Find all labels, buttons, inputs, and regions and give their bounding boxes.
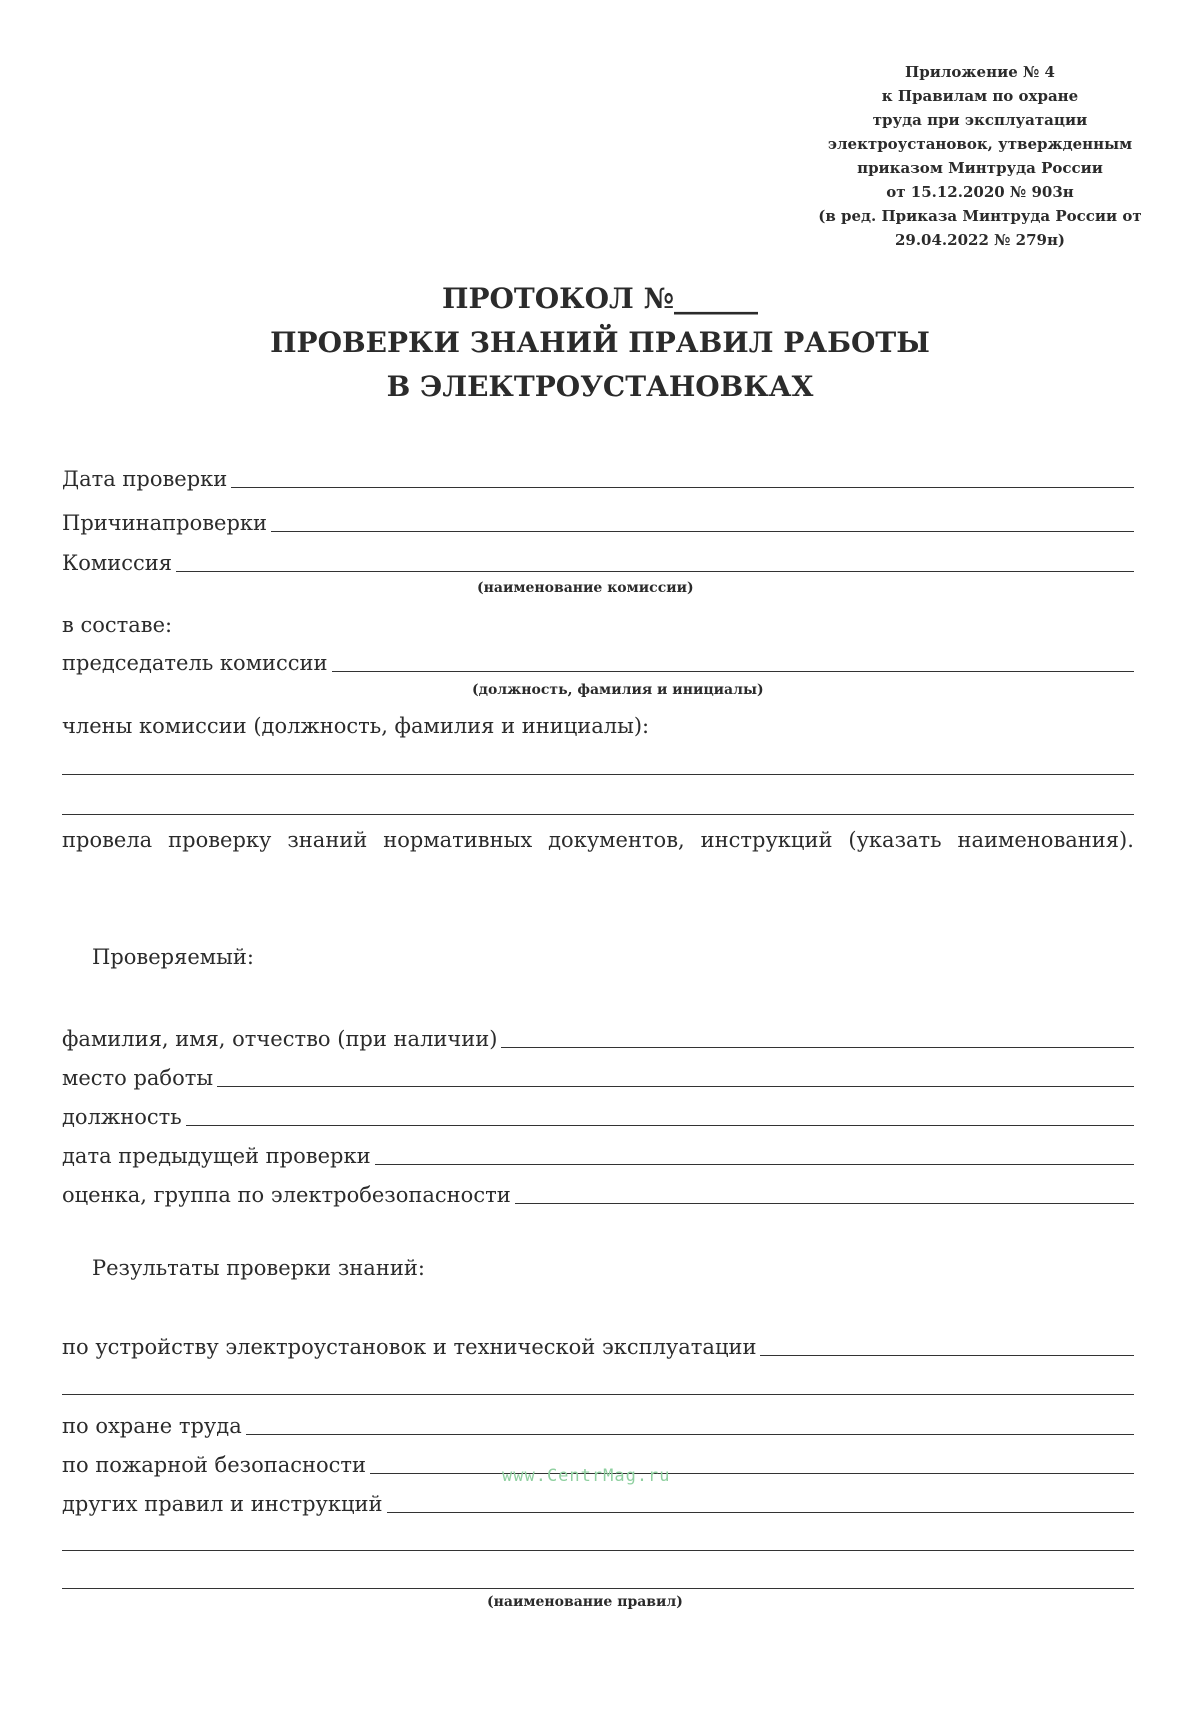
members-line-1[interactable]: [62, 774, 1134, 775]
commission-hint: (наименование комиссии): [477, 580, 694, 596]
appendix-line: (в ред. Приказа Минтруда России от: [818, 207, 1142, 225]
prev-date-field-row[interactable]: [62, 1139, 1134, 1169]
examinee-heading: Проверяемый:: [92, 945, 254, 969]
appendix-note: [780, 60, 1180, 252]
appendix-line: к Правилам по охране: [881, 87, 1079, 105]
workplace-field-row[interactable]: [62, 1061, 1134, 1091]
conducted-text: [62, 828, 1134, 852]
rules-hint: (наименование правил): [487, 1594, 683, 1610]
conducted-word: наименования).: [957, 828, 1134, 852]
appendix-line: электроустановок, утвержденным: [827, 135, 1133, 153]
labor-field-label: по охране труда: [62, 1414, 242, 1438]
title-line-1: ПРОТОКОЛ №______: [442, 282, 758, 315]
chairman-field-line[interactable]: [332, 671, 1134, 672]
protocol-title: [0, 277, 1200, 409]
watermark: www.CentrMag.ru: [502, 1466, 671, 1486]
position-field-label: должность: [62, 1105, 182, 1129]
chairman-field-label: председатель комиссии: [62, 651, 328, 675]
appendix-line: труда при эксплуатации: [872, 111, 1088, 129]
commission-field-line[interactable]: [176, 571, 1134, 572]
grade-field-label: оценка, группа по электробезопасности: [62, 1183, 511, 1207]
device-extra-line[interactable]: [62, 1394, 1134, 1395]
chairman-hint: (должность, фамилия и инициалы): [472, 682, 764, 698]
workplace-field-line[interactable]: [217, 1086, 1134, 1087]
appendix-line: от 15.12.2020 № 903н: [886, 183, 1074, 201]
labor-field-line[interactable]: [246, 1434, 1134, 1435]
device-field-line[interactable]: [760, 1355, 1134, 1356]
device-field-row[interactable]: [62, 1330, 1134, 1360]
conducted-word: проверку: [168, 828, 272, 852]
other-field-line[interactable]: [387, 1512, 1134, 1513]
members-label: члены комиссии (должность, фамилия и инициалы):: [62, 714, 650, 738]
conducted-word: документов,: [548, 828, 685, 852]
appendix-line: приказом Минтруда России: [857, 159, 1103, 177]
labor-field-row[interactable]: [62, 1409, 1134, 1439]
fire-field-line[interactable]: [370, 1473, 1134, 1474]
appendix-line: 29.04.2022 № 279н): [894, 231, 1066, 249]
composition-label: в составе:: [62, 613, 173, 637]
position-field-row[interactable]: [62, 1100, 1134, 1130]
conducted-word: знаний: [287, 828, 368, 852]
appendix-line: Приложение № 4: [905, 63, 1055, 81]
grade-field-row[interactable]: [62, 1178, 1134, 1208]
other-extra-line-1[interactable]: [62, 1550, 1134, 1551]
grade-field-line[interactable]: [515, 1203, 1134, 1204]
chairman-field-row[interactable]: [62, 646, 1134, 676]
commission-field-row[interactable]: [62, 546, 1134, 576]
title-line-3: В ЭЛЕКТРОУСТАНОВКАХ: [386, 370, 814, 403]
date-field-line[interactable]: [231, 487, 1134, 488]
other-field-label: других правил и инструкций: [62, 1492, 383, 1516]
fire-field-label: по пожарной безопасности: [62, 1453, 367, 1477]
conducted-word: (указать: [848, 828, 942, 852]
other-field-row[interactable]: [62, 1487, 1134, 1517]
title-line-2: ПРОВЕРКИ ЗНАНИЙ ПРАВИЛ РАБОТЫ: [270, 326, 930, 359]
other-extra-line-2[interactable]: [62, 1588, 1134, 1589]
full-name-field-row[interactable]: [62, 1022, 1134, 1052]
full-name-field-label: фамилия, имя, отчество (при наличии): [62, 1027, 498, 1051]
position-field-line[interactable]: [186, 1125, 1134, 1126]
prev-date-field-label: дата предыдущей проверки: [62, 1144, 371, 1168]
results-heading: Результаты проверки знаний:: [92, 1256, 425, 1280]
conducted-word: инструкций: [700, 828, 833, 852]
date-field-label: Дата проверки: [62, 467, 228, 491]
reason-field-line[interactable]: [271, 531, 1134, 532]
full-name-field-line[interactable]: [501, 1047, 1134, 1048]
commission-field-label: Комиссия: [62, 551, 172, 575]
workplace-field-label: место работы: [62, 1066, 214, 1090]
conducted-word: провела: [62, 828, 153, 852]
members-line-2[interactable]: [62, 814, 1134, 815]
date-field-row[interactable]: [62, 462, 1134, 492]
reason-field-label: Причинапроверки: [62, 511, 268, 535]
device-field-label: по устройству электроустановок и технической эксплуатации: [62, 1335, 757, 1359]
reason-field-row[interactable]: [62, 506, 1134, 536]
conducted-word: нормативных: [383, 828, 533, 852]
prev-date-field-line[interactable]: [375, 1164, 1134, 1165]
